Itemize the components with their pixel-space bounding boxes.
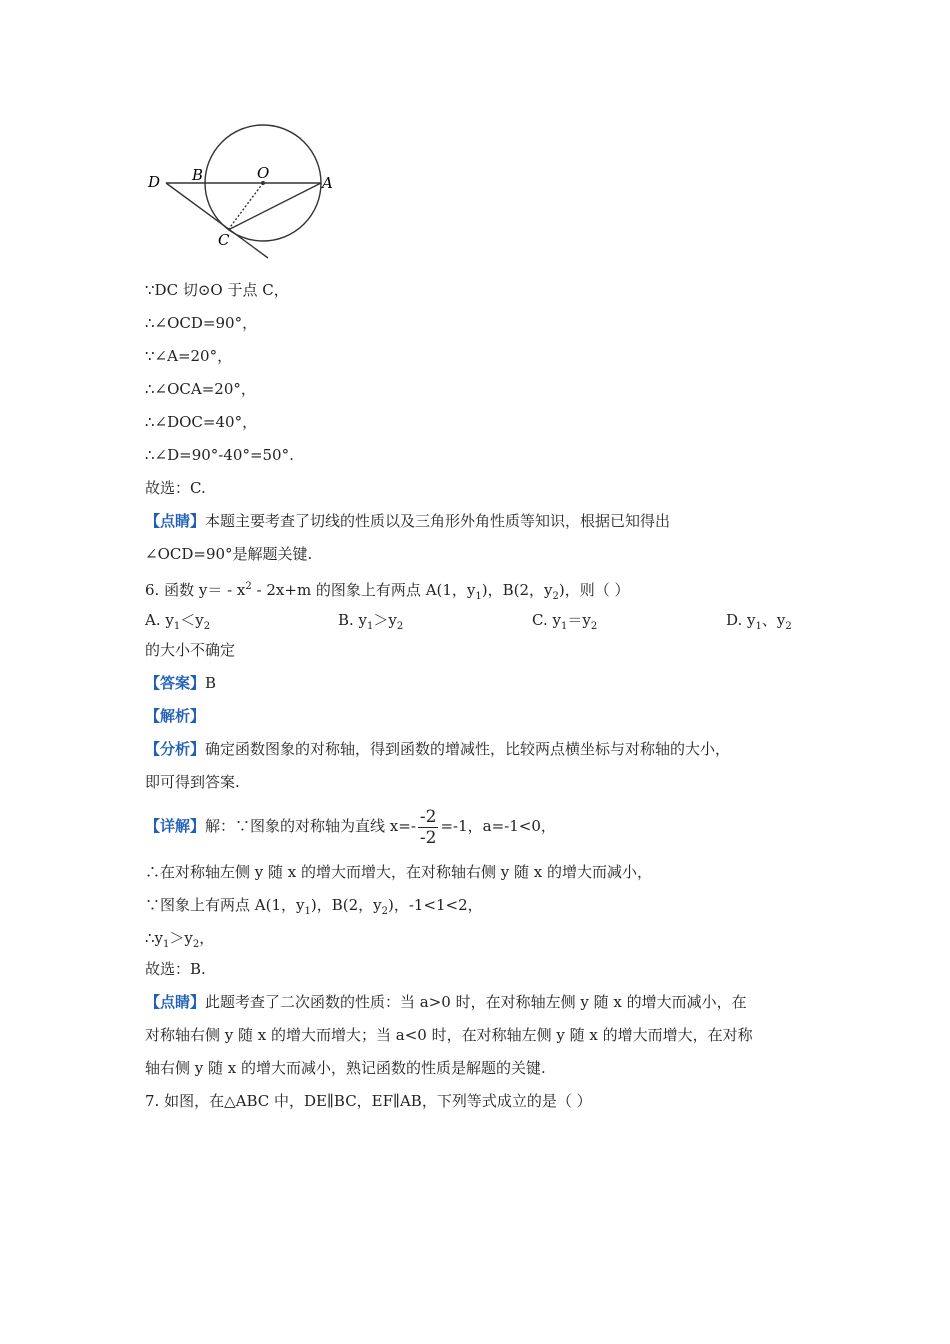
jiexi-line (145, 706, 205, 726)
text-line (145, 928, 214, 955)
choice-text: 、y (761, 611, 786, 629)
fraction-denominator: -2 (419, 827, 437, 848)
subscript: 1 (173, 621, 181, 632)
xiangjie-tag: 【详解】 (145, 817, 206, 835)
subscript: 1 (475, 591, 482, 602)
subscript: 2 (590, 621, 598, 632)
subscript: 2 (381, 906, 388, 917)
circle-tangent-figure (140, 115, 340, 265)
choice-a (145, 610, 210, 637)
text-span: ， (199, 929, 215, 947)
xiangjie-line (145, 806, 556, 848)
subscript: 1 (163, 939, 170, 950)
jiexi-tag: 【解析】 (145, 707, 206, 725)
choice-text: B. y (338, 611, 368, 629)
subscript: 1 (755, 621, 762, 632)
label-a: A (322, 174, 333, 192)
q6-part: - 2x+m 的图象上有两点 A(1，y (251, 581, 476, 599)
line-dc-tangent (166, 183, 268, 258)
subscript: 1 (304, 906, 311, 917)
text-line: 即可得到答案. (145, 773, 240, 791)
answer-tag: 【答案】 (145, 674, 206, 692)
choice-d-continued: 的大小不确定 (145, 641, 236, 659)
choice-d (726, 610, 792, 637)
choice-text: A. y (145, 611, 174, 629)
q6-part: )，则（ ） (558, 581, 630, 599)
text-line: ∴∠D=90°-40°=50°. (145, 446, 294, 464)
subscript: 2 (785, 621, 792, 632)
text-line: ∴∠OCA=20°， (145, 380, 256, 398)
text-line (145, 895, 483, 922)
text-line: ∴∠DOC=40°， (145, 413, 258, 431)
text-span: ∴y (145, 929, 164, 947)
text-line: ∵∠A=20°， (145, 347, 233, 365)
text-span: ＞y (169, 929, 193, 947)
subscript: 2 (203, 621, 211, 632)
dianjing-tag: 【点睛】 (145, 512, 206, 530)
subscript: 2 (192, 939, 200, 950)
question-6 (145, 577, 630, 607)
text-line: ∴∠OCD=90°， (145, 314, 258, 332)
choice-text: ＝y (567, 611, 591, 629)
label-b: B (192, 166, 204, 184)
dianjing2-paragraph (145, 992, 747, 1012)
text-line: 对称轴右侧 y 随 x 的增大而增大；当 a<0 时，在对称轴左侧 y 随 x 的增大而增大，在对称 (145, 1026, 753, 1044)
line-ca (228, 183, 321, 230)
text-line: 故选：B. (145, 960, 206, 978)
text-span: 解：∵图象的对称轴为直线 x= (205, 817, 411, 835)
text-span: 确定函数图象的对称轴，得到函数的增减性，比较两点横坐标与对称轴的大小， (205, 740, 731, 758)
dianjing-tag: 【点睛】 (145, 993, 206, 1011)
question-7: 7. 如图，在△ABC 中，DE∥BC，EF∥AB，下列等式成立的是（ ） (145, 1092, 592, 1110)
choice-text: D. y (726, 611, 756, 629)
text-line: ∠OCD=90°是解题关键. (145, 545, 313, 563)
choice-text: ＜y (180, 611, 204, 629)
label-c: C (218, 231, 230, 249)
minus-sign: - (410, 817, 416, 835)
text-line: ∴在对称轴左侧 y 随 x 的增大而增大，在对称轴右侧 y 随 x 的增大而减小， (145, 863, 653, 881)
line-oc-dotted (228, 183, 263, 230)
answer-value: B (205, 674, 217, 692)
text-span: )，-1<1<2， (387, 896, 483, 914)
subscript: 1 (367, 621, 374, 632)
fenxi-tag: 【分析】 (145, 740, 206, 758)
superscript: 2 (245, 581, 252, 592)
text-span: ∵图象上有两点 A(1，y (145, 896, 305, 914)
choice-text: C. y (532, 611, 561, 629)
choice-b (338, 610, 403, 637)
q6-part: )，B(2，y (481, 581, 553, 599)
text-span: 此题考查了二次函数的性质：当 a>0 时，在对称轴左侧 y 随 x 的增大而减小，在 (205, 993, 747, 1011)
text-span: 本题主要考查了切线的性质以及三角形外角性质等知识，根据已知得出 (205, 512, 671, 530)
subscript: 1 (560, 621, 568, 632)
fraction (418, 807, 439, 848)
q6-part: 6. 函数 y＝ - x (145, 581, 246, 599)
label-d: D (148, 173, 161, 191)
dianjing-paragraph (145, 511, 670, 531)
text-span: =-1，a=-1<0， (440, 817, 556, 835)
answer-line (145, 673, 216, 693)
subscript: 2 (396, 621, 404, 632)
text-line: ∵DC 切⊙O 于点 C， (145, 281, 289, 299)
fraction-numerator: -2 (419, 806, 437, 827)
text-line: 故选：C. (145, 479, 206, 497)
subscript: 2 (552, 591, 559, 602)
text-span: )，B(2，y (310, 896, 382, 914)
choice-c (532, 610, 597, 637)
choice-text: ＞y (373, 611, 397, 629)
fenxi-line (145, 739, 730, 759)
text-line: 轴右侧 y 随 x 的增大而减小，熟记函数的性质是解题的关键. (145, 1059, 546, 1077)
label-o: O (257, 164, 270, 182)
